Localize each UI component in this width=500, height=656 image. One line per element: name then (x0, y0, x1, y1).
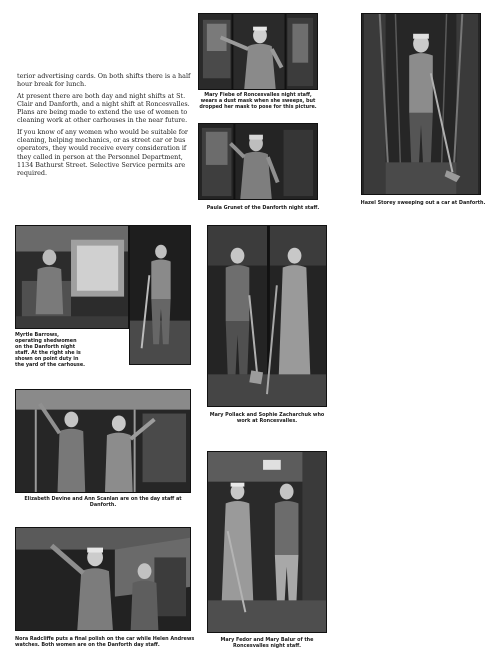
photo-myrtle-barrows-yard (129, 225, 191, 365)
article-paragraph-3: If you know of any women who would be suitable for cleaning, helping mechanics, or as street car or bus operators, they would receive every consideration if they called in person at the Personnel Department, 1134 Bathurst Street. Selective Service permits are required. (17, 127, 188, 178)
article-text (17, 72, 193, 181)
caption-hazel-storey: Hazel Storey sweeping out a car at Danforth. (360, 200, 486, 206)
article-paragraph-1: terior advertising cards. On both shifts there is a half hour break for lunch. (17, 72, 191, 89)
caption-myrtle-barrows: Myrtle Barrows, operating shedwomen on the Danforth night staff. At the right she is shown on point duty in the yard of the carhouse. (15, 332, 85, 368)
photo-devine-scanlan (15, 389, 191, 493)
caption-mary-fiebe: Mary Fiebe of Roncesvalles night staff, wears a dust mask when she sweeps, but dropped her mask to pose for this picture. (199, 92, 317, 110)
caption-devine-scanlan: Elizabeth Devine and Ann Scanlan are on the day staff at Danforth. (24, 496, 182, 508)
photo-paula-grunet (198, 123, 318, 200)
caption-paula-grunet: Paula Grunet of the Danforth night staff. (206, 205, 320, 211)
photo-radcliffe-andrews (15, 527, 191, 631)
caption-pollack-zacharchuk: Mary Pollack and Sophie Zacharchuk who work at Roncesvalles. (209, 412, 325, 424)
photo-pollack-zacharchuk (207, 225, 327, 407)
photo-hazel-storey (361, 13, 481, 195)
caption-radcliffe-andrews: Nora Radcliffe puts a final polish on the car while Helen Andrews watches. Both women are on the Danforth day staff. (15, 636, 195, 648)
blank-area (343, 230, 500, 656)
photo-myrtle-barrows-cab (15, 225, 129, 329)
caption-fedor-balur: Mary Fedor and Mary Balur of the Roncesvalles night staff. (220, 637, 314, 649)
photo-mary-fiebe (198, 13, 318, 90)
photo-fedor-balur (207, 451, 327, 633)
article-paragraph-2: At present there are both day and night shifts at St. Clair and Danforth, and a night shift at Roncesvalles. Plans are being made to extend the use of women to cleaning work at other carhouses in the near future. (17, 91, 190, 125)
